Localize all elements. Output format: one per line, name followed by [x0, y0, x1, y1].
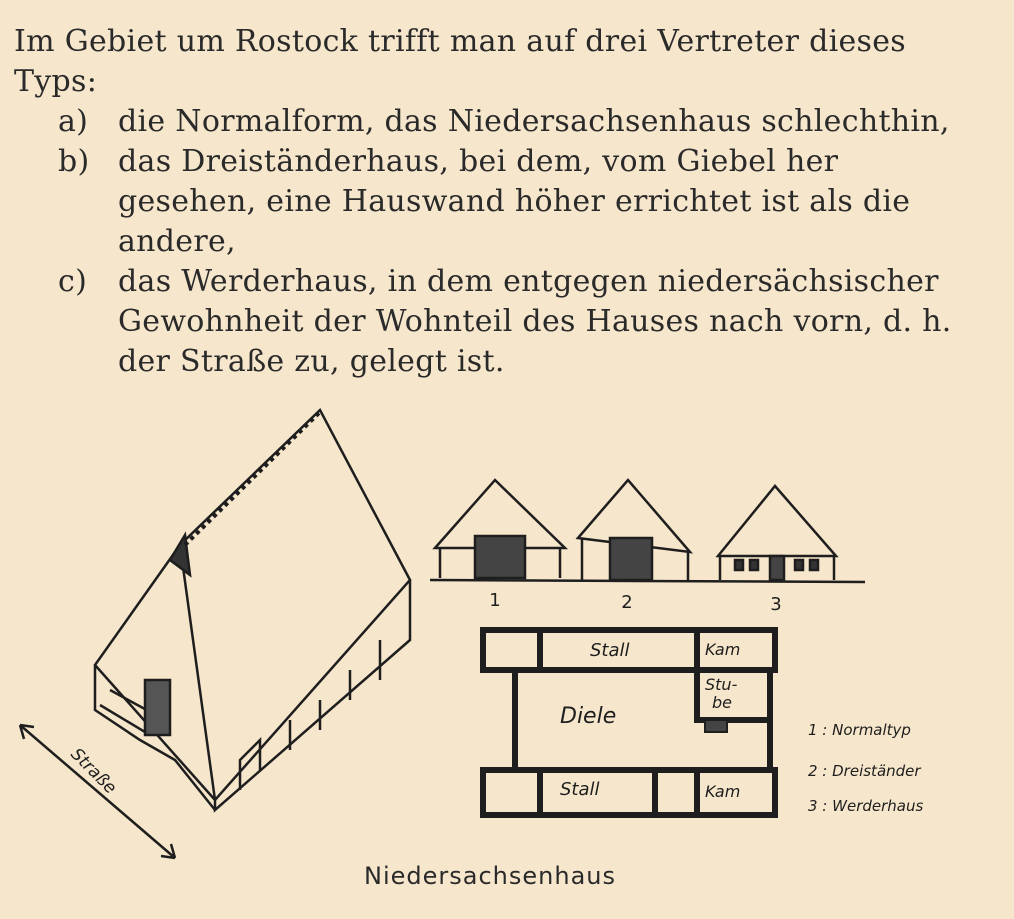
elevation-house-2 [578, 480, 690, 580]
legend-item-3: 3 : Werderhaus [808, 797, 924, 815]
elevation-number-2: 2 [621, 592, 633, 613]
room-label-diele: Diele [560, 704, 617, 729]
room-label-stube-2: be [712, 693, 732, 712]
list-marker: a) [58, 104, 89, 139]
list-item-text: die Normalform, das Niedersachsenhaus schlechthin, [118, 104, 950, 139]
list-item-text: das Dreiständerhaus, bei dem, vom Giebel her gesehen, eine Hauswand höher errichtet ist als die andere, [118, 144, 911, 259]
street-label: Straße [66, 744, 121, 799]
room-label-stall-bottom: Stall [560, 779, 600, 800]
room-label-stube-1: Stu- [705, 675, 738, 694]
elevation-house-3 [718, 486, 836, 580]
list-item-a [14, 102, 974, 142]
intro-paragraph: Im Gebiet um Rostock trifft man auf drei Vertreter dieses Typs: [14, 24, 906, 99]
list-marker: b) [58, 144, 90, 179]
list-item-text: das Werderhaus, in dem entgegen niedersächsischer Gewohnheit der Wohnteil des Hauses nach vorn, d. h. der Straße zu, gelegt ist. [118, 264, 952, 379]
list-item-b [14, 142, 974, 262]
room-label-kam-bottom: Kam [705, 782, 741, 801]
room-label-stall-top: Stall [590, 640, 630, 661]
elevation-number-1: 1 [489, 590, 501, 611]
type-list [14, 102, 974, 382]
list-item-c [14, 262, 974, 382]
legend-item-2: 2 : Dreiständer [808, 762, 921, 780]
legend-item-1: 1 : Normaltyp [808, 721, 911, 739]
room-label-kam-top: Kam [705, 640, 741, 659]
list-marker: c) [58, 264, 88, 299]
elevation-house-1 [435, 480, 565, 578]
perspective-house-drawing [95, 410, 410, 810]
street-arrow [20, 725, 175, 858]
figure-caption: Niedersachsenhaus [364, 862, 616, 890]
elevation-number-3: 3 [770, 594, 782, 615]
text-block [14, 22, 974, 382]
house-illustration [0, 390, 1014, 919]
